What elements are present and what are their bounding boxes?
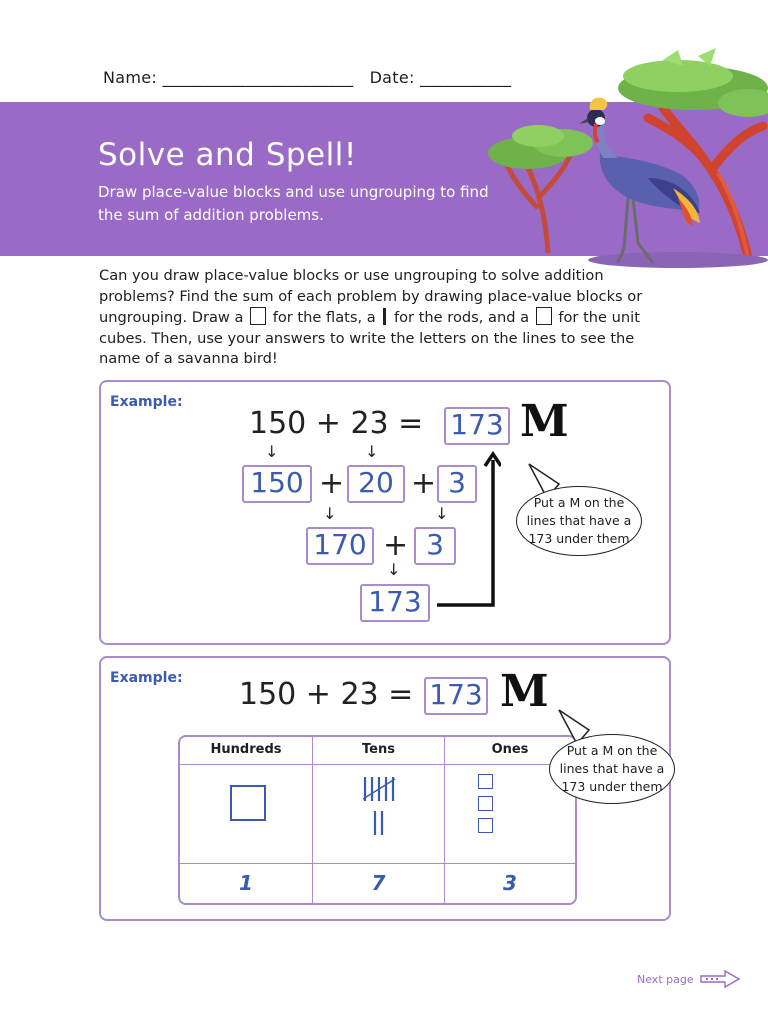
- hundreds-box: 150: [242, 465, 312, 503]
- tens-column: [313, 737, 445, 903]
- crane-tree-illustration: [478, 48, 768, 273]
- unit-cube-icon: [478, 818, 493, 833]
- return-arrow-icon: [431, 450, 501, 610]
- name-field[interactable]: Name: _______________________: [103, 68, 354, 87]
- instructions-text-3: for the rods, and a: [393, 309, 530, 326]
- flat-block-icon: [230, 785, 266, 821]
- instructions: [99, 266, 679, 370]
- down-arrow-icon: ↓: [387, 560, 401, 579]
- plus-sign: +: [411, 466, 437, 501]
- answer-box: 173: [424, 677, 488, 715]
- name-date-line: [103, 68, 511, 87]
- example-label: Example:: [110, 670, 183, 686]
- rod-blocks-icon: [361, 775, 401, 841]
- flat-square-icon: [250, 307, 266, 325]
- example-label: Example:: [110, 394, 183, 410]
- down-arrow-icon: ↓: [365, 442, 379, 461]
- partial-sum-box: 170: [306, 527, 374, 565]
- hundreds-value: 1: [180, 863, 312, 903]
- ones-value: 3: [445, 863, 575, 903]
- date-field[interactable]: Date: ___________: [369, 68, 512, 87]
- tens-value: 7: [313, 863, 444, 903]
- example-blocks-card: [99, 656, 671, 921]
- down-arrow-icon: ↓: [323, 504, 337, 523]
- speech-bubble-text: Put a M on the lines that have a 173 under them: [526, 495, 632, 546]
- place-value-table: [178, 735, 577, 905]
- answer-box: 173: [444, 407, 510, 445]
- ones-box-2: 3: [414, 527, 456, 565]
- speech-bubble-text: Put a M on the lines that have a 173 under them: [559, 743, 665, 794]
- ones-header: Ones: [445, 737, 575, 765]
- hundreds-column: [180, 737, 313, 903]
- unit-cube-icon: [478, 774, 493, 789]
- hundreds-header: Hundreds: [180, 737, 312, 765]
- page-subtitle: Draw place-value blocks and use ungrouping to find the sum of addition problems.: [98, 183, 489, 224]
- plus-sign: +: [319, 466, 345, 501]
- example-ungrouping-card: [99, 380, 671, 645]
- equation-left: 150 + 23 =: [239, 677, 414, 712]
- speech-bubble: [516, 486, 642, 556]
- down-arrow-icon: ↓: [435, 504, 449, 523]
- rod-bar-icon: [383, 308, 386, 325]
- instructions-text-2: for the flats, a: [272, 309, 376, 326]
- unit-square-icon: [536, 307, 552, 325]
- answer-letter: M: [500, 666, 549, 717]
- ones-box: 3: [437, 465, 477, 503]
- tens-header: Tens: [313, 737, 444, 765]
- next-page-link[interactable]: [637, 969, 743, 989]
- speech-bubble: [549, 734, 675, 804]
- answer-letter: M: [520, 396, 569, 447]
- tens-box: 20: [347, 465, 405, 503]
- instructions-text-4: for the unit cubes. Then, use your answers to write the letters on the lines to see the name of a savanna bird!: [99, 309, 640, 367]
- next-arrow-icon: [699, 969, 743, 989]
- total-box: 173: [360, 584, 430, 622]
- plus-sign: +: [383, 528, 409, 563]
- instructions-text-1: Can you draw place-value blocks or use ungrouping to solve addition problems? Find the sum of each problem by drawing place-value blocks or ungrouping. Draw a: [99, 267, 643, 326]
- down-arrow-icon: ↓: [265, 442, 279, 461]
- unit-cube-icon: [478, 796, 493, 811]
- page-title: Solve and Spell!: [98, 137, 357, 173]
- next-page-label: Next page: [637, 973, 694, 986]
- equation-left: 150 + 23 =: [249, 406, 424, 441]
